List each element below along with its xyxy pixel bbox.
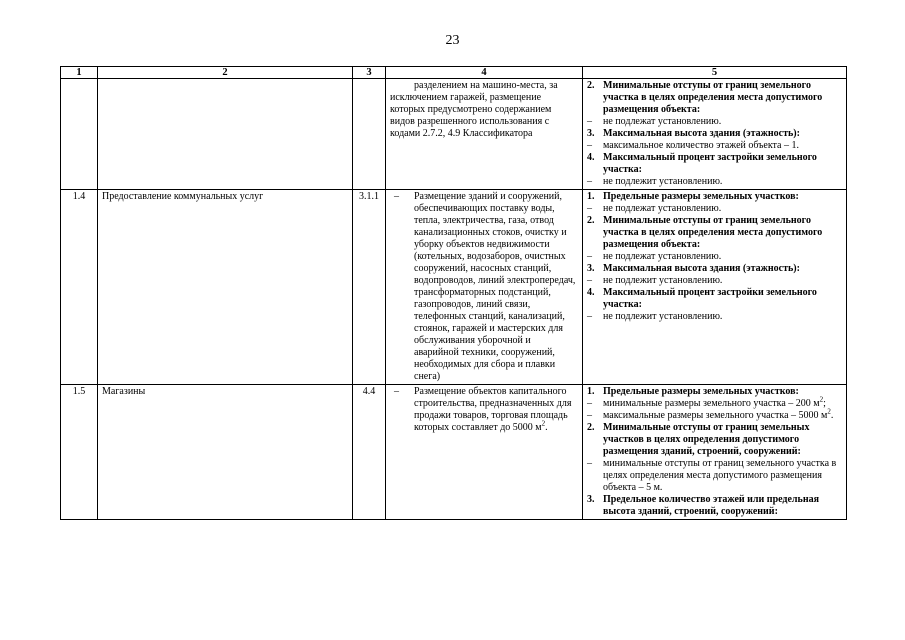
parameter-value [587, 395, 842, 410]
item-marker: – [587, 410, 592, 421]
parameter-heading [587, 215, 842, 251]
parameter-heading [587, 494, 842, 518]
parameter-value [587, 458, 842, 494]
item-text [603, 275, 842, 287]
item-marker: 2. [587, 80, 595, 91]
item-marker: 3. [587, 128, 595, 139]
item-text [603, 215, 842, 251]
parameter-value [587, 251, 842, 263]
column-header: 2 [98, 67, 353, 79]
item-text-main: Предельное количество этажей или предельная высота зданий, строений, сооружений: [603, 494, 820, 517]
item-text-main: Максимальная высота здания (этажность): [603, 263, 800, 274]
parameter-value [587, 176, 842, 188]
row-number: 1.5 [61, 385, 98, 520]
classifier-code: 4.4 [353, 385, 386, 520]
superscript: 2 [541, 419, 546, 428]
parameter-value [587, 140, 842, 152]
item-text [603, 494, 842, 518]
use-description [386, 190, 583, 385]
item-text [603, 203, 842, 215]
column-header: 3 [353, 67, 386, 79]
item-text [603, 251, 842, 263]
parameter-heading [587, 422, 842, 458]
parameter-heading [587, 128, 842, 140]
item-marker: 4. [587, 152, 595, 163]
table-row [61, 190, 847, 385]
item-marker: – [587, 458, 592, 469]
item-text [603, 407, 842, 422]
column-header: 1 [61, 67, 98, 79]
item-marker: 2. [587, 215, 595, 226]
item-text-main: не подлежат установлению. [603, 251, 722, 262]
parameter-heading [587, 80, 842, 116]
item-text [603, 263, 842, 275]
item-text-tail: . [830, 410, 834, 421]
item-text [603, 128, 842, 140]
item-marker: – [587, 203, 592, 214]
item-marker: 1. [587, 191, 595, 202]
use-type-name [98, 79, 353, 190]
item-marker: – [587, 176, 592, 187]
parameter-heading [587, 263, 842, 275]
item-marker: – [587, 116, 592, 127]
item-text [603, 80, 842, 116]
dash-marker: – [394, 386, 399, 397]
item-marker: – [587, 140, 592, 151]
parameter-value [587, 203, 842, 215]
column-header: 5 [583, 67, 847, 79]
item-text [603, 422, 842, 458]
item-text-main: не подлежит установлению. [603, 275, 723, 286]
item-text-main: Максимальный процент застройки земельного участка: [603, 152, 817, 175]
description-main: Размещение зданий и сооружений, обеспечивающих поставку воды, тепла, электричества, газа, отвод канализационных стоков, очистку и уборку объектов недвижимости (котельных, водозаборов, очистных сооружений, насосных станций, водопроводов, линий электропередач, трансформаторных подстанций, газопроводов, линий связи, телефонных станций, канализаций, стоянок, гаражей и мастерских для обслуживания уборочной и аварийной техники, сооружений, необходимых для сбора и плавки снега) [414, 191, 576, 382]
item-text [603, 458, 842, 494]
parameter-heading [587, 152, 842, 176]
item-marker: – [587, 398, 592, 409]
classifier-code: 3.1.1 [353, 190, 386, 385]
item-text-main: не подлежит установлению. [603, 311, 723, 322]
use-description [386, 385, 583, 520]
row-number: 1.4 [61, 190, 98, 385]
parameters-cell [583, 385, 847, 520]
item-marker: 2. [587, 422, 595, 433]
item-text [603, 287, 842, 311]
item-text-main: минимальные отступы от границ земельного участка в целях определения места допустимого размещения объекта – 5 м. [603, 458, 837, 493]
parameter-value [587, 311, 842, 323]
description-text [410, 191, 578, 383]
item-text-main: не подлежат установлению. [603, 116, 722, 127]
classifier-code [353, 79, 386, 190]
parameter-heading [587, 386, 842, 398]
regulations-table [60, 66, 847, 520]
item-text-main: Предельные размеры земельных участков: [603, 191, 799, 202]
item-text [603, 386, 842, 398]
item-text-main: Максимальный процент застройки земельного участка: [603, 287, 817, 310]
table-row [61, 385, 847, 520]
item-marker: – [587, 251, 592, 262]
item-text [603, 395, 842, 410]
column-header: 4 [386, 67, 583, 79]
parameters-cell [583, 79, 847, 190]
use-type-name: Предоставление коммунальных услуг [98, 190, 353, 385]
item-text-main: Предельные размеры земельных участков: [603, 386, 799, 397]
item-text [603, 176, 842, 188]
use-description [386, 79, 583, 190]
table-row [61, 79, 847, 190]
item-marker: 1. [587, 386, 595, 397]
description-text [410, 386, 578, 434]
description-text [390, 80, 558, 139]
parameter-heading [587, 287, 842, 311]
parameters-cell [583, 190, 847, 385]
use-type-name: Магазины [98, 385, 353, 520]
dash-marker: – [394, 191, 399, 202]
item-text-tail: ; [823, 398, 826, 409]
item-marker: – [587, 275, 592, 286]
item-marker: 3. [587, 494, 595, 505]
item-text-main: Минимальные отступы от границ земельных участков в целях определения допустимого размещения зданий, строений, сооружений: [603, 422, 810, 457]
item-text-main: Минимальные отступы от границ земельного участка в целях определения места допустимого размещения объекта: [603, 215, 823, 250]
item-marker: 4. [587, 287, 595, 298]
item-text-main: не подлежат установлению. [603, 203, 722, 214]
page-number: 23 [445, 33, 460, 48]
item-text-main: минимальные размеры земельного участка – 200 м [603, 398, 820, 409]
item-marker: – [587, 311, 592, 322]
description-main: разделением на машино-места, за исключением гаражей, размещение которых предусмотрено содержанием видов разрешенного использования с кодами 2.7.2, 4.9 Классификатора [390, 80, 558, 139]
item-marker: 3. [587, 263, 595, 274]
item-text-main: максимальные размеры земельного участка – 5000 м [603, 410, 828, 421]
superscript: 2 [827, 407, 831, 416]
item-text [603, 152, 842, 176]
superscript: 2 [819, 395, 824, 404]
item-text [603, 116, 842, 128]
parameter-value [587, 407, 842, 422]
description-tail: . [545, 422, 548, 433]
item-text-main: максимальное количество этажей объекта – 1. [603, 140, 799, 151]
item-text [603, 191, 842, 203]
row-number [61, 79, 98, 190]
parameter-value [587, 275, 842, 287]
item-text [603, 311, 842, 323]
description-main: Размещение объектов капитального строительства, предназначенных для продажи товаров, торговая площадь которых составляет до 5000 м [414, 386, 572, 433]
item-text-main: не подлежит установлению. [603, 176, 723, 187]
table-header-row [61, 67, 847, 79]
item-text-main: Минимальные отступы от границ земельного участка в целях определения места допустимого размещения объекта: [603, 80, 823, 115]
item-text [603, 140, 842, 152]
parameter-value [587, 116, 842, 128]
parameter-heading [587, 191, 842, 203]
item-text-main: Максимальная высота здания (этажность): [603, 128, 800, 139]
